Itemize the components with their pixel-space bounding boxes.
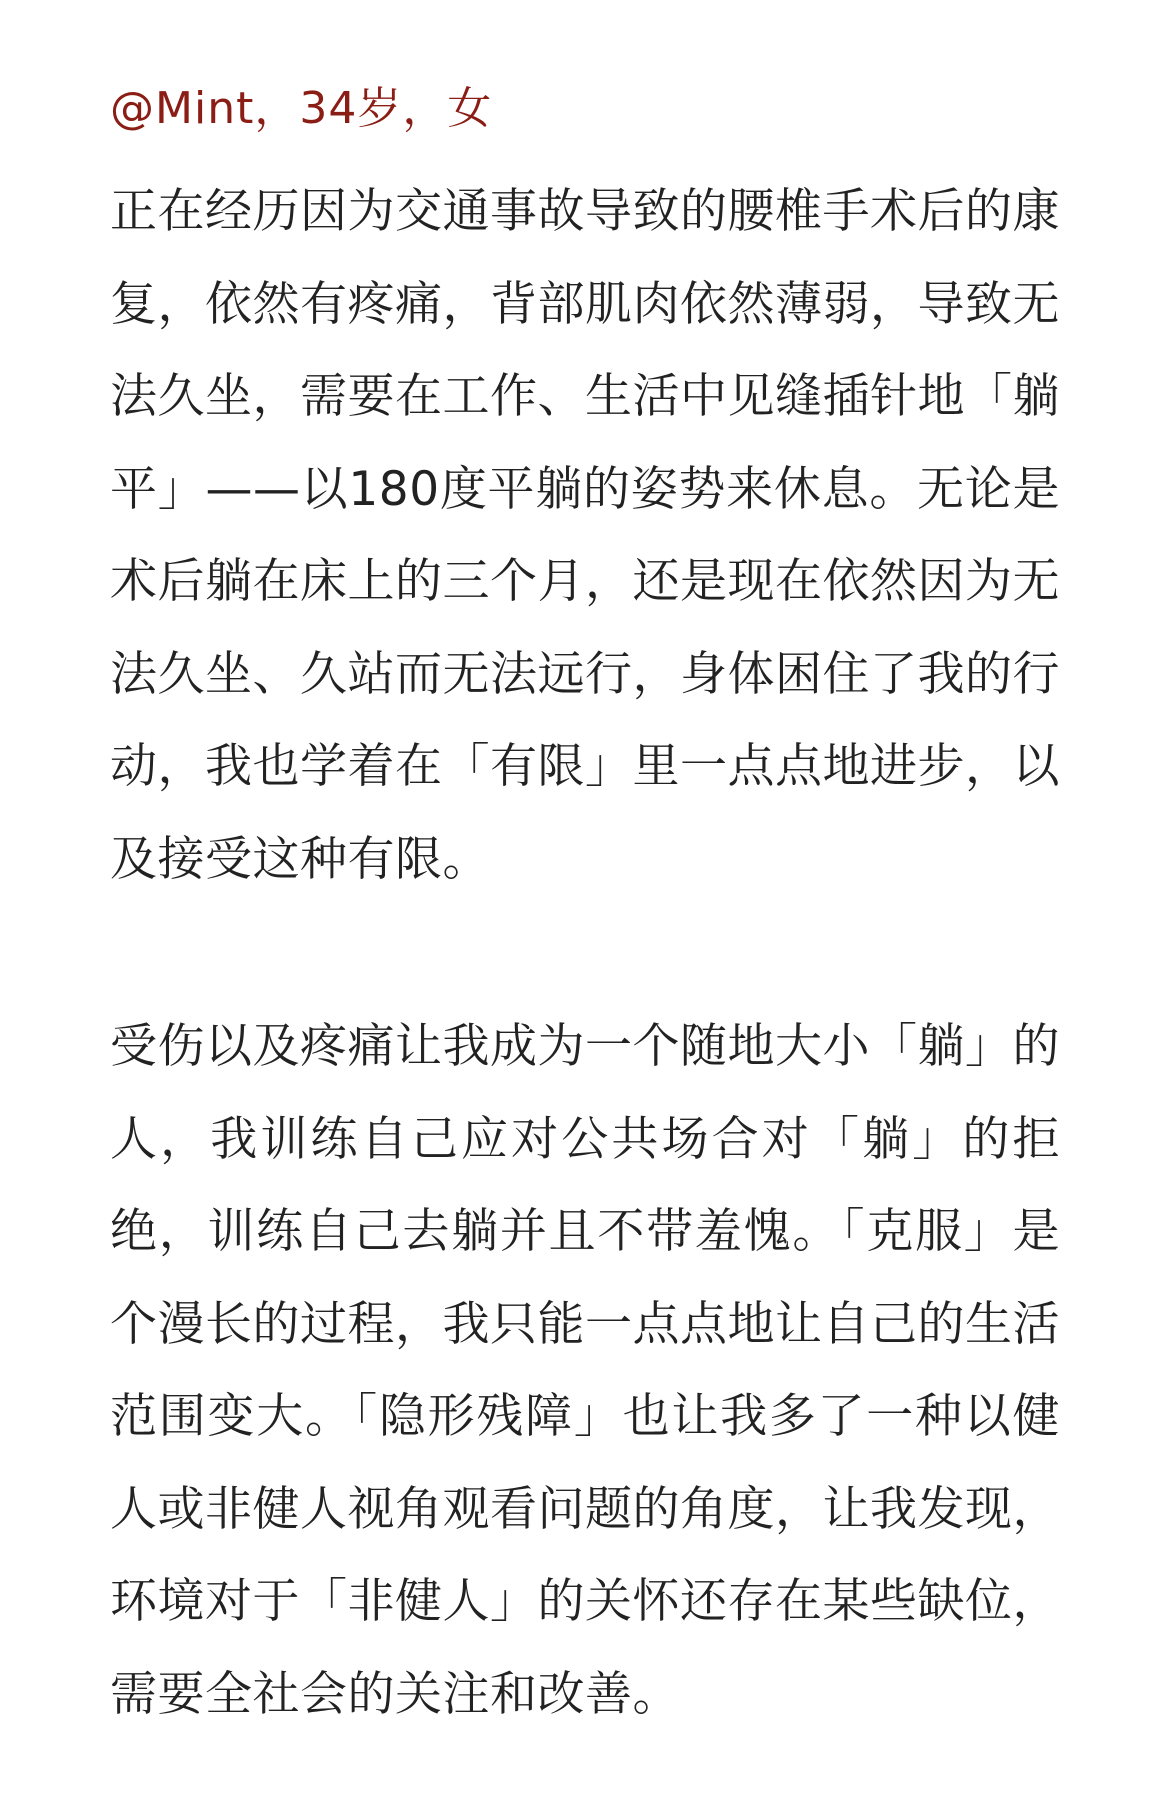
paragraph-2: 受伤以及疼痛让我成为一个随地大小「躺」的人，我训练自己应对公共场合对「躺」的拒绝，训练自己去躺并且不带羞愧。「克服」是个漫长的过程，我只能一点点地让自己的生活范围变大。「隐形残障」也让我多了一种以健人或非健人视角观看问题的角度，让我发现，环境对于「非健人」的关怀还存在某些缺位，需要全社会的关注和改善。 [110,1019,1060,1722]
author-line: @Mint，34岁，女 [110,83,493,134]
article [110,72,1060,1741]
paragraph-1: 正在经历因为交通事故导致的腰椎手术后的康复，依然有疼痛，背部肌肉依然薄弱，导致无法久坐，需要在工作、生活中见缝插针地「躺平」——以180度平躺的姿势来休息。无论是术后躺在床上的三个月，还是现在依然因为无法久坐、久站而无法远行，身体困住了我的行动，我也学着在「有限」里一点点地进步，以及接受这种有限。 [110,184,1060,887]
